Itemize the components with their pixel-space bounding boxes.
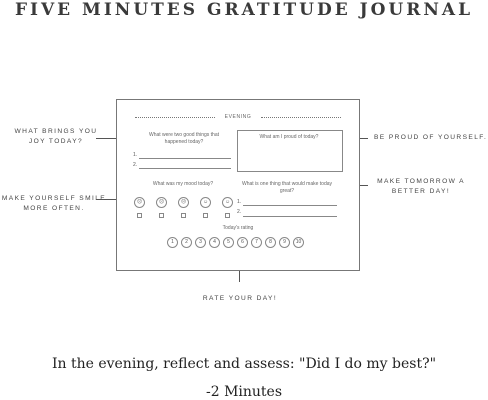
callout-smile: MAKE YOURSELF SMILE MORE OFTEN.	[1, 195, 107, 212]
card-header: EVENING	[224, 114, 252, 120]
item-number-1b: 1.	[237, 199, 242, 205]
mood-checkbox-2[interactable]	[159, 213, 164, 218]
header-rule-right	[261, 117, 341, 118]
rating-label: Today's rating	[222, 225, 254, 231]
rating-4[interactable]: 4	[209, 237, 220, 248]
footer-duration: -2 Minutes	[205, 384, 283, 400]
answer-line-1	[139, 158, 231, 159]
item-number-2b: 2.	[237, 209, 242, 215]
answer-line-4	[243, 216, 337, 217]
header-rule-left	[135, 117, 215, 118]
rating-7[interactable]: 7	[251, 237, 262, 248]
mood-face-3-icon: 😐	[178, 197, 189, 208]
question-mood: What was my mood today?	[152, 181, 214, 187]
mood-face-4-icon: ☺	[200, 197, 211, 208]
footer-reflection: In the evening, reflect and assess: "Did I do my best?"	[51, 356, 437, 372]
callout-proud: BE PROUD OF YOURSELF.	[374, 134, 488, 141]
mood-checkbox-4[interactable]	[203, 213, 208, 218]
callout-tomorrow: MAKE TOMORROW A BETTER DAY!	[377, 178, 465, 195]
rating-6[interactable]: 6	[237, 237, 248, 248]
rating-9[interactable]: 9	[279, 237, 290, 248]
rating-1[interactable]: 1	[167, 237, 178, 248]
rating-10[interactable]: 10	[293, 237, 304, 248]
journal-card	[116, 99, 360, 271]
item-number-1: 1.	[133, 152, 138, 158]
mood-checkbox-1[interactable]	[137, 213, 142, 218]
callout-rate: RATE YOUR DAY!	[202, 295, 278, 302]
rating-5[interactable]: 5	[223, 237, 234, 248]
mood-face-2-icon: ☹	[156, 197, 167, 208]
question-proud: What am I proud of today?	[259, 134, 319, 140]
mood-face-5-icon: ☺	[222, 197, 233, 208]
question-great: What is one thing that would make today great?	[241, 181, 333, 194]
mood-face-1-icon: ☹	[134, 197, 145, 208]
callout-joy: WHAT BRINGS YOU JOY TODAY?	[14, 128, 98, 145]
answer-line-2	[139, 168, 231, 169]
page-title: FIVE MINUTES GRATITUDE JOURNAL	[14, 0, 474, 20]
rating-3[interactable]: 3	[195, 237, 206, 248]
question-good-things: What were two good things that happened today?	[148, 132, 220, 145]
mood-checkbox-3[interactable]	[181, 213, 186, 218]
rating-2[interactable]: 2	[181, 237, 192, 248]
answer-line-3	[243, 205, 337, 206]
rating-8[interactable]: 8	[265, 237, 276, 248]
mood-checkbox-5[interactable]	[225, 213, 230, 218]
item-number-2: 2.	[133, 162, 138, 168]
